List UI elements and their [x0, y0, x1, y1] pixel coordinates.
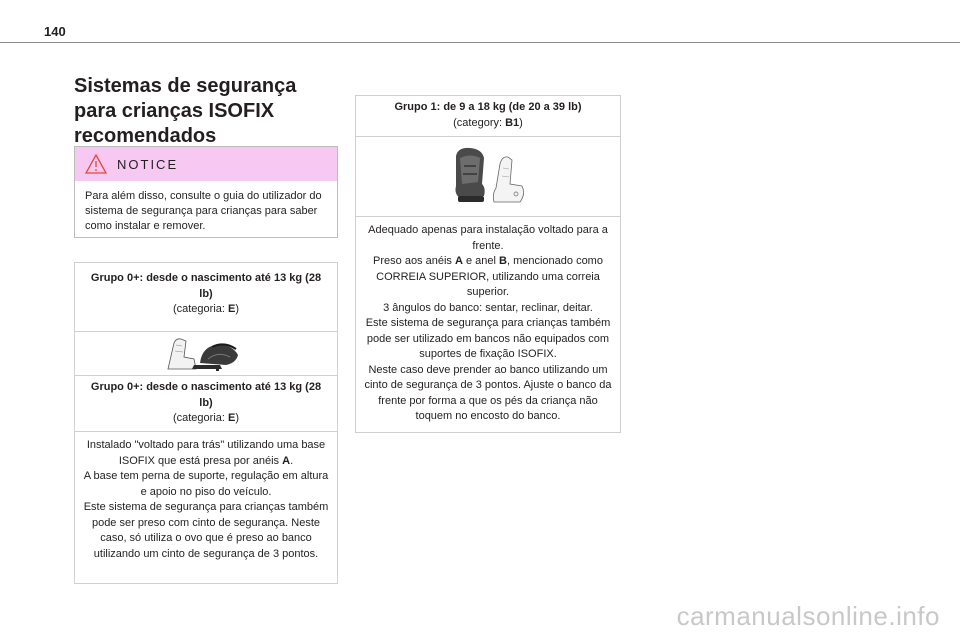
- notice-label: NOTICE: [117, 156, 179, 172]
- group0-table: [74, 262, 338, 584]
- watermark: carmanualsonline.info: [676, 601, 940, 631]
- notice-box: [74, 146, 338, 238]
- group1-table: [355, 95, 621, 433]
- warning-icon: [85, 154, 107, 174]
- notice-text: Para além disso, consulte o guia do utilizador do sistema de segurança para crianças para saber como instalar e remover.: [85, 190, 322, 232]
- group0-header-title: Grupo 0+: desde o nascimento até 13 kg (28 lb): [90, 272, 322, 300]
- group0-desc-belt: Este sistema de segurança para crianças também pode ser preso com cinto de segurança. Neste caso, só utiliza o ovo que é preso ao banco utilizando um cinto de segurança de 3 pontos.: [83, 501, 329, 560]
- group1-header-title: Grupo 1: de 9 a 18 kg (de 20 a 39 lb): [394, 101, 582, 113]
- group1-desc-angles: 3 ângulos do banco: sentar, reclinar, deitar.: [383, 301, 593, 314]
- group0-header-category: (categoria: E): [172, 303, 240, 315]
- notice-header: [75, 147, 337, 181]
- group0-header-cell: [75, 263, 337, 331]
- group0-header2-cell: [75, 375, 337, 431]
- group0-header2-title: Grupo 0+: desde o nascimento até 13 kg (28 lb): [90, 381, 322, 409]
- forward-facing-seat-illustration: [446, 144, 530, 210]
- group1-image-cell: [356, 136, 620, 216]
- group1-description-cell: [356, 216, 620, 429]
- group1-desc-orientation: Adequado apenas para instalação voltado para a frente.: [368, 224, 608, 252]
- group1-desc-anchors: Preso aos anéis A e anel B, mencionado como CORREIA SUPERIOR, utilizando uma correia superior.: [373, 255, 603, 298]
- group1-header-category: (category: B1): [453, 116, 523, 129]
- page-number: 140: [44, 24, 66, 39]
- group1-desc-non-isofix: Este sistema de segurança para crianças também pode ser utilizado em bancos não equipados com suportes de fixação ISOFIX.: [365, 317, 611, 360]
- infant-carrier-isofix-illustration: [164, 335, 248, 373]
- group0-desc-base: A base tem perna de suporte, regulação em altura e apoio no piso do veículo.: [83, 470, 329, 498]
- group0-description-cell: [75, 431, 337, 566]
- group0-header2-category: (categoria: E): [172, 412, 240, 424]
- group0-desc-install: Instalado "voltado para trás" utilizando uma base ISOFIX que está presa por anéis A.: [86, 439, 326, 467]
- group1-header-cell: [356, 96, 620, 136]
- header-rule: [0, 42, 960, 43]
- group0-image-cell: [75, 331, 337, 375]
- section-title: Sistemas de segurança para crianças ISOFIX recomendados: [74, 75, 297, 147]
- group1-desc-belt: Neste caso deve prender ao banco utilizando um cinto de segurança de 3 pontos. Ajuste o banco da frente por forma a que os pés da criança não toquem no encosto do banco.: [364, 363, 612, 422]
